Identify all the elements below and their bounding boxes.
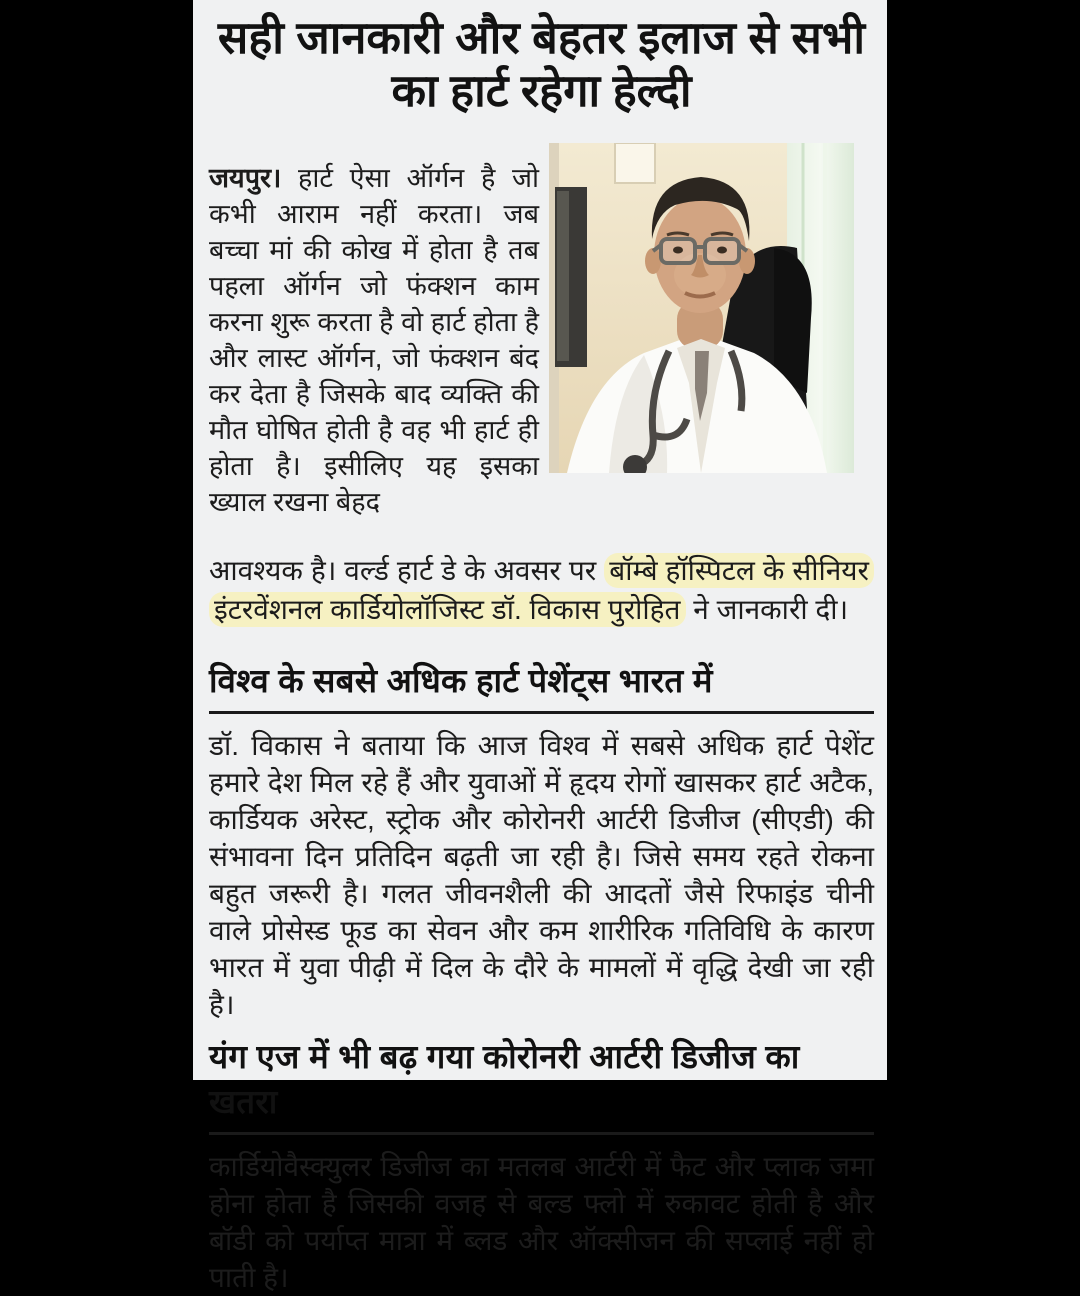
continuation-text-post: ने जानकारी दी। [685, 594, 849, 626]
lead-section [209, 133, 874, 547]
highlighted-credentials: बॉम्बे हॉस्पिटल के सीनियर इंटरवेंशनल कार्डियोलॉजिस्ट डॉ. विकास पुरोहित [209, 553, 874, 627]
right-black-border [887, 0, 1080, 1080]
section-body: डॉ. विकास ने बताया कि आज विश्व में सबसे अधिक हार्ट पेशेंट हमारे देश मिल रहे हैं और युवाओं में हृदय रोगों खासकर हार्ट अटैक, कार्डियक अरेस्ट, स्ट्रोक और कोरोनरी आर्टरी डिजीज (सीएडी) की संभावना दिन प्रतिदिन बढ़ती जा रही है। जिसे समय रहते रोकना बहुत जरूरी है। गलत जीवनशैली की आदतों जैसे रिफाइंड चीनी वाले प्रोसेस्ड फूड का सेवन और कम शारीरिक गतिविधि के कारण भारत में युवा पीढ़ी में दिल के दौरे के मामलों में वृद्धि देखी जा रही है। [209, 730, 874, 1021]
lead-paragraph-text: हार्ट ऐसा ऑर्गन है जो कभी आराम नहीं करता। जब बच्चा मां की कोख में होता है तब पहला ऑर्गन जो फंक्शन काम करना शुरू करता है वो हार्ट होता है और लास्ट ऑर्गन, जो फंक्शन बंद कर देता है जिसके बाद व्यक्ति की मौत घोषित होती है वह भी हार्ट ही होता है। इसीलिए यह इसका ख्याल रखना बेहद [209, 163, 539, 518]
lead-continuation [209, 551, 874, 629]
lead-paragraph [209, 160, 539, 520]
left-black-border [0, 0, 193, 1080]
newspaper-clipping [193, 0, 887, 1294]
section-heading: विश्व के सबसे अधिक हार्ट पेशेंट्स भारत में [209, 662, 713, 700]
heading-rule [209, 1132, 874, 1135]
section-body: कार्डियोवैस्क्युलर डिजीज का मतलब आर्टरी में फैट और प्लाक जमा होना होता है जिसकी वजह से बल्ड फ्लो में रुकावट होती है और बॉडी को पर्याप्त मात्रा में ब्लड और ऑक्सीजन की सप्लाई नहीं हो पाती है। [209, 1151, 874, 1294]
article-headline: सही जानकारी और बेहतर इलाज से सभी का हार्ट रहेगा हेल्दी [217, 12, 866, 116]
continuation-text-pre: आवश्यक है। वर्ल्ड हार्ट डे के अवसर पर [209, 555, 605, 587]
section-world-heart-patients [209, 657, 874, 1023]
section-young-age-cad [209, 1033, 874, 1296]
heading-rule [209, 711, 874, 714]
doctor-photo [549, 143, 854, 473]
dateline: जयपुर। [209, 163, 282, 194]
section-heading: यंग एज में भी बढ़ गया कोरोनरी आर्टरी डिजीज का खतरा [209, 1038, 800, 1121]
